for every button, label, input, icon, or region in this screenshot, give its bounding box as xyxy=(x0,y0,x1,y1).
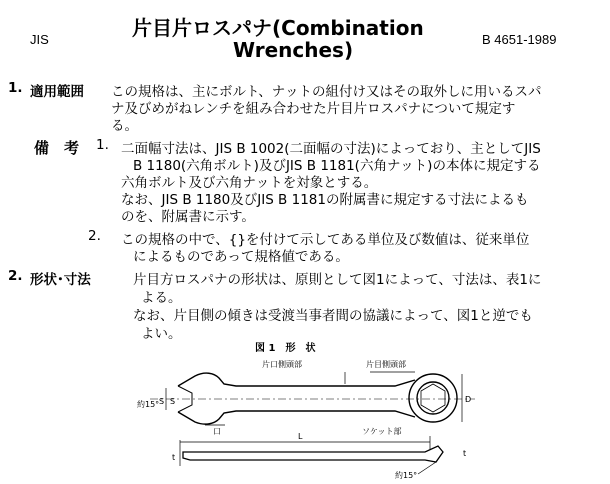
remark1-line: なお、JIS B 1180及びJIS B 1181の附属書に規定する寸法によるも xyxy=(121,192,529,208)
remark1-line: のを、附属書に示す。 xyxy=(121,209,255,225)
ring-head-label: 片目側頭部 xyxy=(366,360,406,369)
mouth-label: 口 xyxy=(213,427,221,436)
remark1-line: B 1180(六角ボルト)及びJIS B 1181(六角ナット)の本体に規定する xyxy=(133,158,541,174)
section2-line: 片目方ロスパナの形状は、原則として図1によって、寸法は、表1に xyxy=(133,272,542,288)
section1-line: この規格は、主にボルト、ナットの組付け又はその取外しに用いるスパ xyxy=(111,84,542,100)
dimension-d-label: D xyxy=(465,395,472,404)
page-title-line2: Wrenches) xyxy=(233,38,354,62)
section1-line: る。 xyxy=(111,118,138,134)
angle-label: 約15° xyxy=(137,400,160,409)
remarks-heading: 備 考 xyxy=(34,139,80,157)
open-head-label: 片口側頭部 xyxy=(262,360,302,369)
section1-line: ナ及びめがねレンチを組み合わせた片目片ロスパナについて規定す xyxy=(111,101,516,117)
section1-number: 1. xyxy=(8,80,23,96)
section1-heading: 適用範囲 xyxy=(30,84,84,100)
section2-line: よい。 xyxy=(141,326,182,342)
wrench-top-view xyxy=(178,373,457,424)
remark2-line: によるものであって規格値である。 xyxy=(133,249,349,265)
dimension-l-label: L xyxy=(298,432,303,441)
dimension-s-label: S xyxy=(170,397,176,406)
standard-number: B 4651-1989 xyxy=(482,32,557,47)
remark2-line: この規格の中で、{}を付けて示してある単位及び数値は、従来単位 xyxy=(121,232,530,248)
section2-line: よる。 xyxy=(141,290,182,306)
dimension-t-label: t xyxy=(172,453,176,462)
angle-label: 約15° xyxy=(395,471,418,480)
remark1-line: 六角ボルト及び六角ナットを対象とする。 xyxy=(121,175,378,191)
remark1-number: 1. xyxy=(96,137,109,153)
figure-caption: 図 1 形 状 xyxy=(255,343,316,354)
page-title-line1: 片目片ロスパナ(Combination xyxy=(132,16,424,40)
remark2-number: 2. xyxy=(88,228,101,244)
dimension-s-label: S xyxy=(159,397,165,406)
dimension-t-label: t xyxy=(463,449,467,458)
remark1-line: 二面幅寸法は、JIS B 1002(二面幅の寸法)によっており、主としてJIS xyxy=(121,141,541,157)
wrench-side-view xyxy=(180,436,443,466)
section2-line: なお、片目側の傾きは受渡当事者間の協議によって、図1と逆でも xyxy=(133,308,533,324)
socket-label: ソケット部 xyxy=(362,427,402,436)
section2-heading: 形状･寸法 xyxy=(30,272,91,288)
standard-prefix: JIS xyxy=(30,32,49,47)
section2-number: 2. xyxy=(8,268,23,284)
